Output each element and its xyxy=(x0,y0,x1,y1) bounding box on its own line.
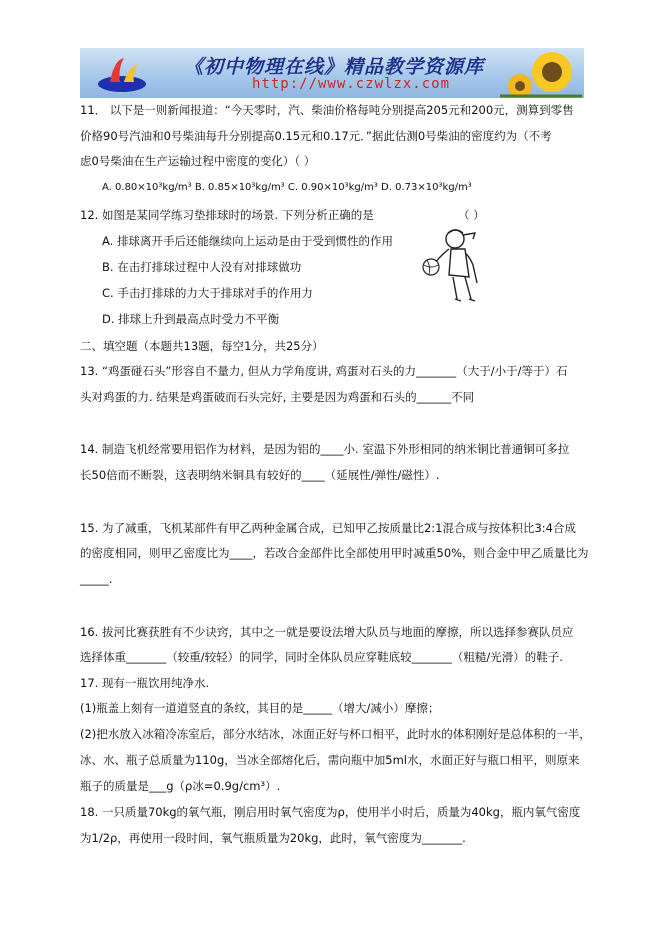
q11-line2: 价格90号汽油和0号柴油每升分别提高0.15元和0.17元．”据此估测0号柴油的密度约为（不考 xyxy=(80,129,552,143)
q12-option-b: B. 在击打排球过程中人没有对排球做功 xyxy=(102,260,302,274)
q14-line1: 14. 制造飞机经常要用铝作为材料，是因为铝的____小. 室温下外形相同的纳米铜比普通铜可多拉 xyxy=(80,442,570,456)
q13-line2: 头对鸡蛋的力. 结果是鸡蛋破而石头完好, 主要是因为鸡蛋和石头的______不同 xyxy=(80,390,475,404)
q13-line1: 13. “鸡蛋碰石头”形容自不量力, 但从力学角度讲, 鸡蛋对石头的力_______（大于/小于/等于）石 xyxy=(80,364,568,378)
q16-line2: 选择体重_______（较重/较轻）的同学，同时全体队员应穿鞋底较_______（粗糙/光滑）的鞋子. xyxy=(80,650,563,664)
q12-stem: 12. 如图是某同学练习垫排球时的场景. 下列分析正确的是 xyxy=(80,208,374,222)
q11-line1: 11． 以下是一则新闻报道：“今天零时，汽、柴油价格每吨分别提高205元和200元，测算到零售 xyxy=(80,103,574,117)
logo-icon xyxy=(96,54,148,94)
banner-url: http://www.czwlzx.com xyxy=(252,76,451,92)
q15-line2: 的密度相同，则甲乙密度比为____，若改合金部件比全部使用甲时减重50%，则合金中甲乙质量比为 xyxy=(80,546,589,560)
q16-line1: 16. 拔河比赛获胜有不少诀窍，其中之一就是要设法增大队员与地面的摩擦，所以选择参赛队员应 xyxy=(80,625,574,639)
q12-option-d: D. 排球上升到最高点时受力不平衡 xyxy=(102,312,280,326)
section-title: 二、填空题（本题共13题，每空1分，共25分） xyxy=(80,339,324,353)
q18-line2: 为1/2ρ，再使用一段时间，氧气瓶质量为20kg，此时，氧气密度为_______. xyxy=(80,831,466,845)
q12-bracket: （ ） xyxy=(458,208,485,222)
q17-part2-line1: (2)把水放入冰箱冷冻室后，部分水结冰，冰面正好与杯口相平，此时水的体积刚好是总体积的一半， xyxy=(80,727,591,741)
volleyball-player-illustration xyxy=(413,225,495,307)
header-banner xyxy=(80,48,584,98)
q15-line1: 15. 为了减重，飞机某部件有甲乙两种金属合成，已知甲乙按质量比2:1混合成与按体积比3:4合成 xyxy=(80,521,576,535)
q14-line2: 长50倍而不断裂，这表明纳米铜具有较好的____（延展性/弹性/磁性）. xyxy=(80,468,440,482)
q17-stem: 17. 现有一瓶饮用纯净水. xyxy=(80,676,210,690)
q11-line3: 虑0号柴油在生产运输过程中密度的变化）（ ） xyxy=(80,154,316,168)
q12-option-a: A. 排球离开手后还能继续向上运动是由于受到惯性的作用 xyxy=(102,234,393,248)
banner-title: 《初中物理在线》精品教学资源库 xyxy=(184,56,485,78)
q17-part1: (1)瓶盖上刻有一道道竖直的条纹，其目的是_____（增大/减小）摩擦； xyxy=(80,701,440,715)
q12-option-c: C. 手击打排球的力大于排球对手的作用力 xyxy=(102,286,313,300)
q17-part2-line2: 冰、水、瓶子总质量为110g，当冰全部熔化后，需向瓶中加5ml水，水面正好与瓶口相平，则原来 xyxy=(80,753,580,767)
q15-line3: _____. xyxy=(80,572,113,586)
q11-options: A. 0.80×10³kg/m³ B. 0.85×10³kg/m³ C. 0.90×10³kg/m³ D. 0.73×10³kg/m³ xyxy=(102,182,472,193)
q17-part2-line3: 瓶子的质量是___g（ρ冰=0.9g/cm³）. xyxy=(80,779,281,793)
q18-line1: 18. 一只质量70kg的氧气瓶，刚启用时氧气密度为ρ，使用半小时后，质量为40kg，瓶内氧气密度 xyxy=(80,805,581,819)
sunflower-icon xyxy=(500,48,582,98)
